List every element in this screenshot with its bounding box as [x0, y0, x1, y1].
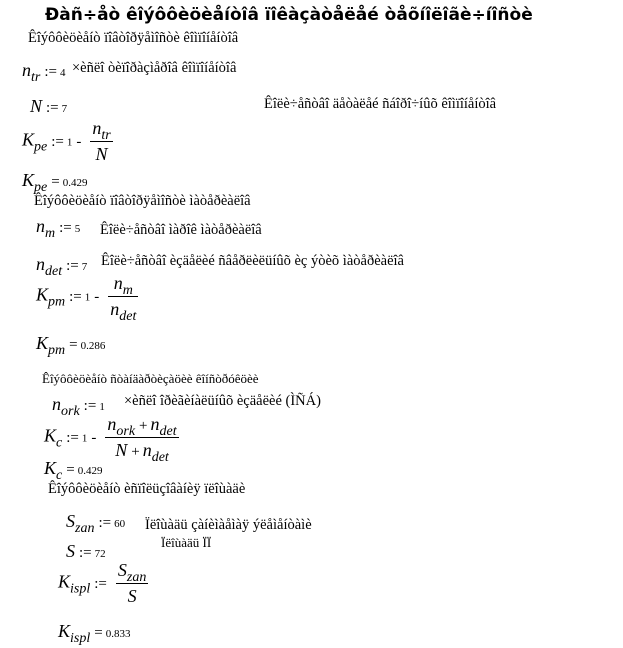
value: 1 — [99, 401, 105, 413]
value: 0.429 — [77, 465, 103, 477]
minus-operator: - — [94, 288, 100, 305]
result-K-pe — [22, 170, 88, 195]
definition-K-pm — [36, 273, 138, 324]
assignment-n-tr — [22, 60, 66, 85]
value: 5 — [74, 223, 81, 235]
note-S-zan: Ïëîùàäü çàíèìàåìàÿ ýëåìåíòàìè — [145, 517, 312, 533]
minus-operator: - — [76, 133, 82, 150]
symbol: S — [66, 511, 75, 531]
assign-operator: := — [59, 220, 72, 236]
plus-operator: + — [131, 444, 140, 460]
subscript: c — [56, 435, 63, 451]
numerator-subscript: zan — [126, 570, 147, 585]
assign-operator: := — [44, 64, 57, 80]
note-n-det: Êîëè÷åñòâî èçäåëèé ñâåðëèëüíûõ èç ýòèõ ìàòåðèàëîâ — [101, 253, 404, 269]
note-S: Ïëîùàäü ÏÏ — [161, 535, 212, 550]
symbol: K — [44, 425, 57, 446]
symbol: n — [36, 254, 45, 274]
assignment-S-zan — [66, 511, 126, 536]
numerator-symbol: S — [117, 560, 127, 580]
numerator-symbol-a: n — [107, 414, 117, 434]
section-heading-standardization: Êîýôôèöèåíò ñòàíäàðòèçàöèè êîíñòðóêöèè — [42, 371, 259, 386]
value: 0.429 — [62, 177, 88, 189]
result-K-c — [44, 458, 103, 483]
value: 7 — [81, 261, 88, 273]
definition-K-pe — [22, 118, 113, 165]
subscript: ispl — [70, 631, 91, 646]
definition-K-c — [44, 414, 179, 465]
denominator — [94, 142, 110, 165]
section-heading-material-repeatability: Êîýôôèöèåíò ïîâòîðÿåìîñòè ìàòåðèàëîâ — [34, 193, 251, 209]
denominator-symbol: N — [95, 144, 108, 164]
numerator — [90, 118, 112, 141]
value: 4 — [59, 67, 66, 79]
assign-operator: := — [69, 288, 82, 305]
constant: 1 — [81, 432, 88, 445]
denominator — [126, 584, 139, 607]
page-title: Đàñ÷åò êîýôôèöèåíòîâ ïîêàçàòåëåé òåõíîëîãè÷íîñòè — [45, 5, 533, 25]
assign-operator: := — [51, 133, 64, 150]
symbol: n — [52, 394, 61, 414]
value: 72 — [94, 548, 106, 560]
subscript: m — [45, 226, 56, 241]
subscript: c — [56, 468, 63, 483]
numerator-symbol: n — [92, 118, 102, 138]
assign-operator: := — [94, 575, 107, 592]
assign-operator: := — [98, 515, 112, 531]
symbol: K — [22, 170, 35, 190]
equals-operator: = — [51, 174, 60, 190]
constant: 1 — [66, 136, 73, 149]
subscript: ispl — [70, 581, 91, 597]
section-heading-area-usage: Êîýôôèöèåíò èñïîëüçîâàíèÿ ïëîùàäè — [48, 481, 246, 497]
assignment-N — [30, 96, 67, 117]
assign-operator: := — [83, 398, 97, 414]
subscript: pm — [48, 343, 66, 358]
symbol: N — [30, 96, 43, 116]
symbol: K — [58, 571, 71, 592]
symbol: S — [66, 541, 75, 561]
note-n-tr: ×èñëî òèïîðàçìåðîâ êîìïîíåíòîâ — [72, 60, 237, 76]
symbol: K — [36, 333, 49, 353]
note-n-m: Êîëè÷åñòâî ìàðîê ìàòåðèàëîâ — [100, 222, 262, 238]
result-K-pm — [36, 333, 106, 358]
numerator — [116, 560, 148, 583]
denominator-symbol: n — [110, 299, 120, 319]
subscript: pe — [34, 180, 48, 195]
subscript: pe — [34, 139, 48, 155]
assign-operator: := — [66, 258, 79, 274]
equals-operator: = — [69, 337, 78, 353]
denominator-subscript: det — [119, 309, 137, 324]
subscript: ork — [61, 404, 80, 419]
equals-operator: = — [94, 625, 103, 641]
denominator — [113, 438, 171, 465]
assignment-n-ork — [52, 394, 105, 419]
assign-operator: := — [46, 100, 59, 116]
numerator-subscript-b: det — [159, 424, 177, 439]
symbol: K — [22, 129, 35, 150]
symbol: n — [36, 216, 45, 236]
value: 60 — [114, 518, 126, 530]
numerator-subscript: m — [122, 283, 133, 298]
numerator-symbol: n — [113, 273, 123, 293]
symbol: K — [58, 621, 71, 641]
value: 0.286 — [80, 340, 106, 352]
note-N: Êîëè÷åñòâî äåòàëåé ñáîðî÷íûõ êîìïîíåíòîâ — [264, 96, 497, 112]
numerator-subscript-a: ork — [116, 424, 136, 439]
symbol: K — [44, 458, 57, 478]
numerator — [105, 414, 178, 437]
denominator-symbol-a: N — [115, 440, 128, 460]
value: 7 — [61, 103, 68, 115]
subscript: tr — [31, 70, 41, 85]
subscript: pm — [48, 294, 66, 310]
subscript: zan — [75, 521, 95, 536]
symbol: n — [22, 60, 31, 80]
note-n-ork: ×èñëî îðèãèíàëüíûõ èçäåëèé (ÌÑÁ) — [124, 393, 321, 409]
minus-operator: - — [91, 429, 97, 446]
symbol: K — [36, 284, 49, 305]
fraction — [116, 560, 148, 607]
denominator-subscript-b: det — [151, 450, 169, 465]
assignment-n-det — [36, 254, 88, 279]
denominator — [108, 297, 138, 324]
equals-operator: = — [66, 462, 75, 478]
denominator-symbol: S — [127, 586, 137, 606]
section-heading-component-repeatability: Êîýôôèöèåíò ïîâòîðÿåìîñòè êîìïîíåíòîâ — [28, 30, 239, 46]
numerator — [112, 273, 135, 296]
subscript: det — [45, 264, 63, 279]
fraction — [105, 414, 178, 465]
assign-operator: := — [66, 429, 79, 446]
assign-operator: := — [79, 545, 92, 561]
result-K-ispl — [58, 621, 131, 646]
denominator-symbol-b: n — [142, 440, 152, 460]
constant: 1 — [84, 291, 91, 304]
numerator-symbol-b: n — [150, 414, 160, 434]
fraction — [90, 118, 112, 165]
numerator-subscript: tr — [101, 128, 111, 143]
fraction — [108, 273, 138, 324]
assignment-S — [66, 541, 106, 562]
value: 0.833 — [105, 628, 131, 640]
assignment-n-m — [36, 216, 81, 241]
plus-operator: + — [139, 418, 148, 434]
definition-K-ispl — [58, 560, 148, 607]
